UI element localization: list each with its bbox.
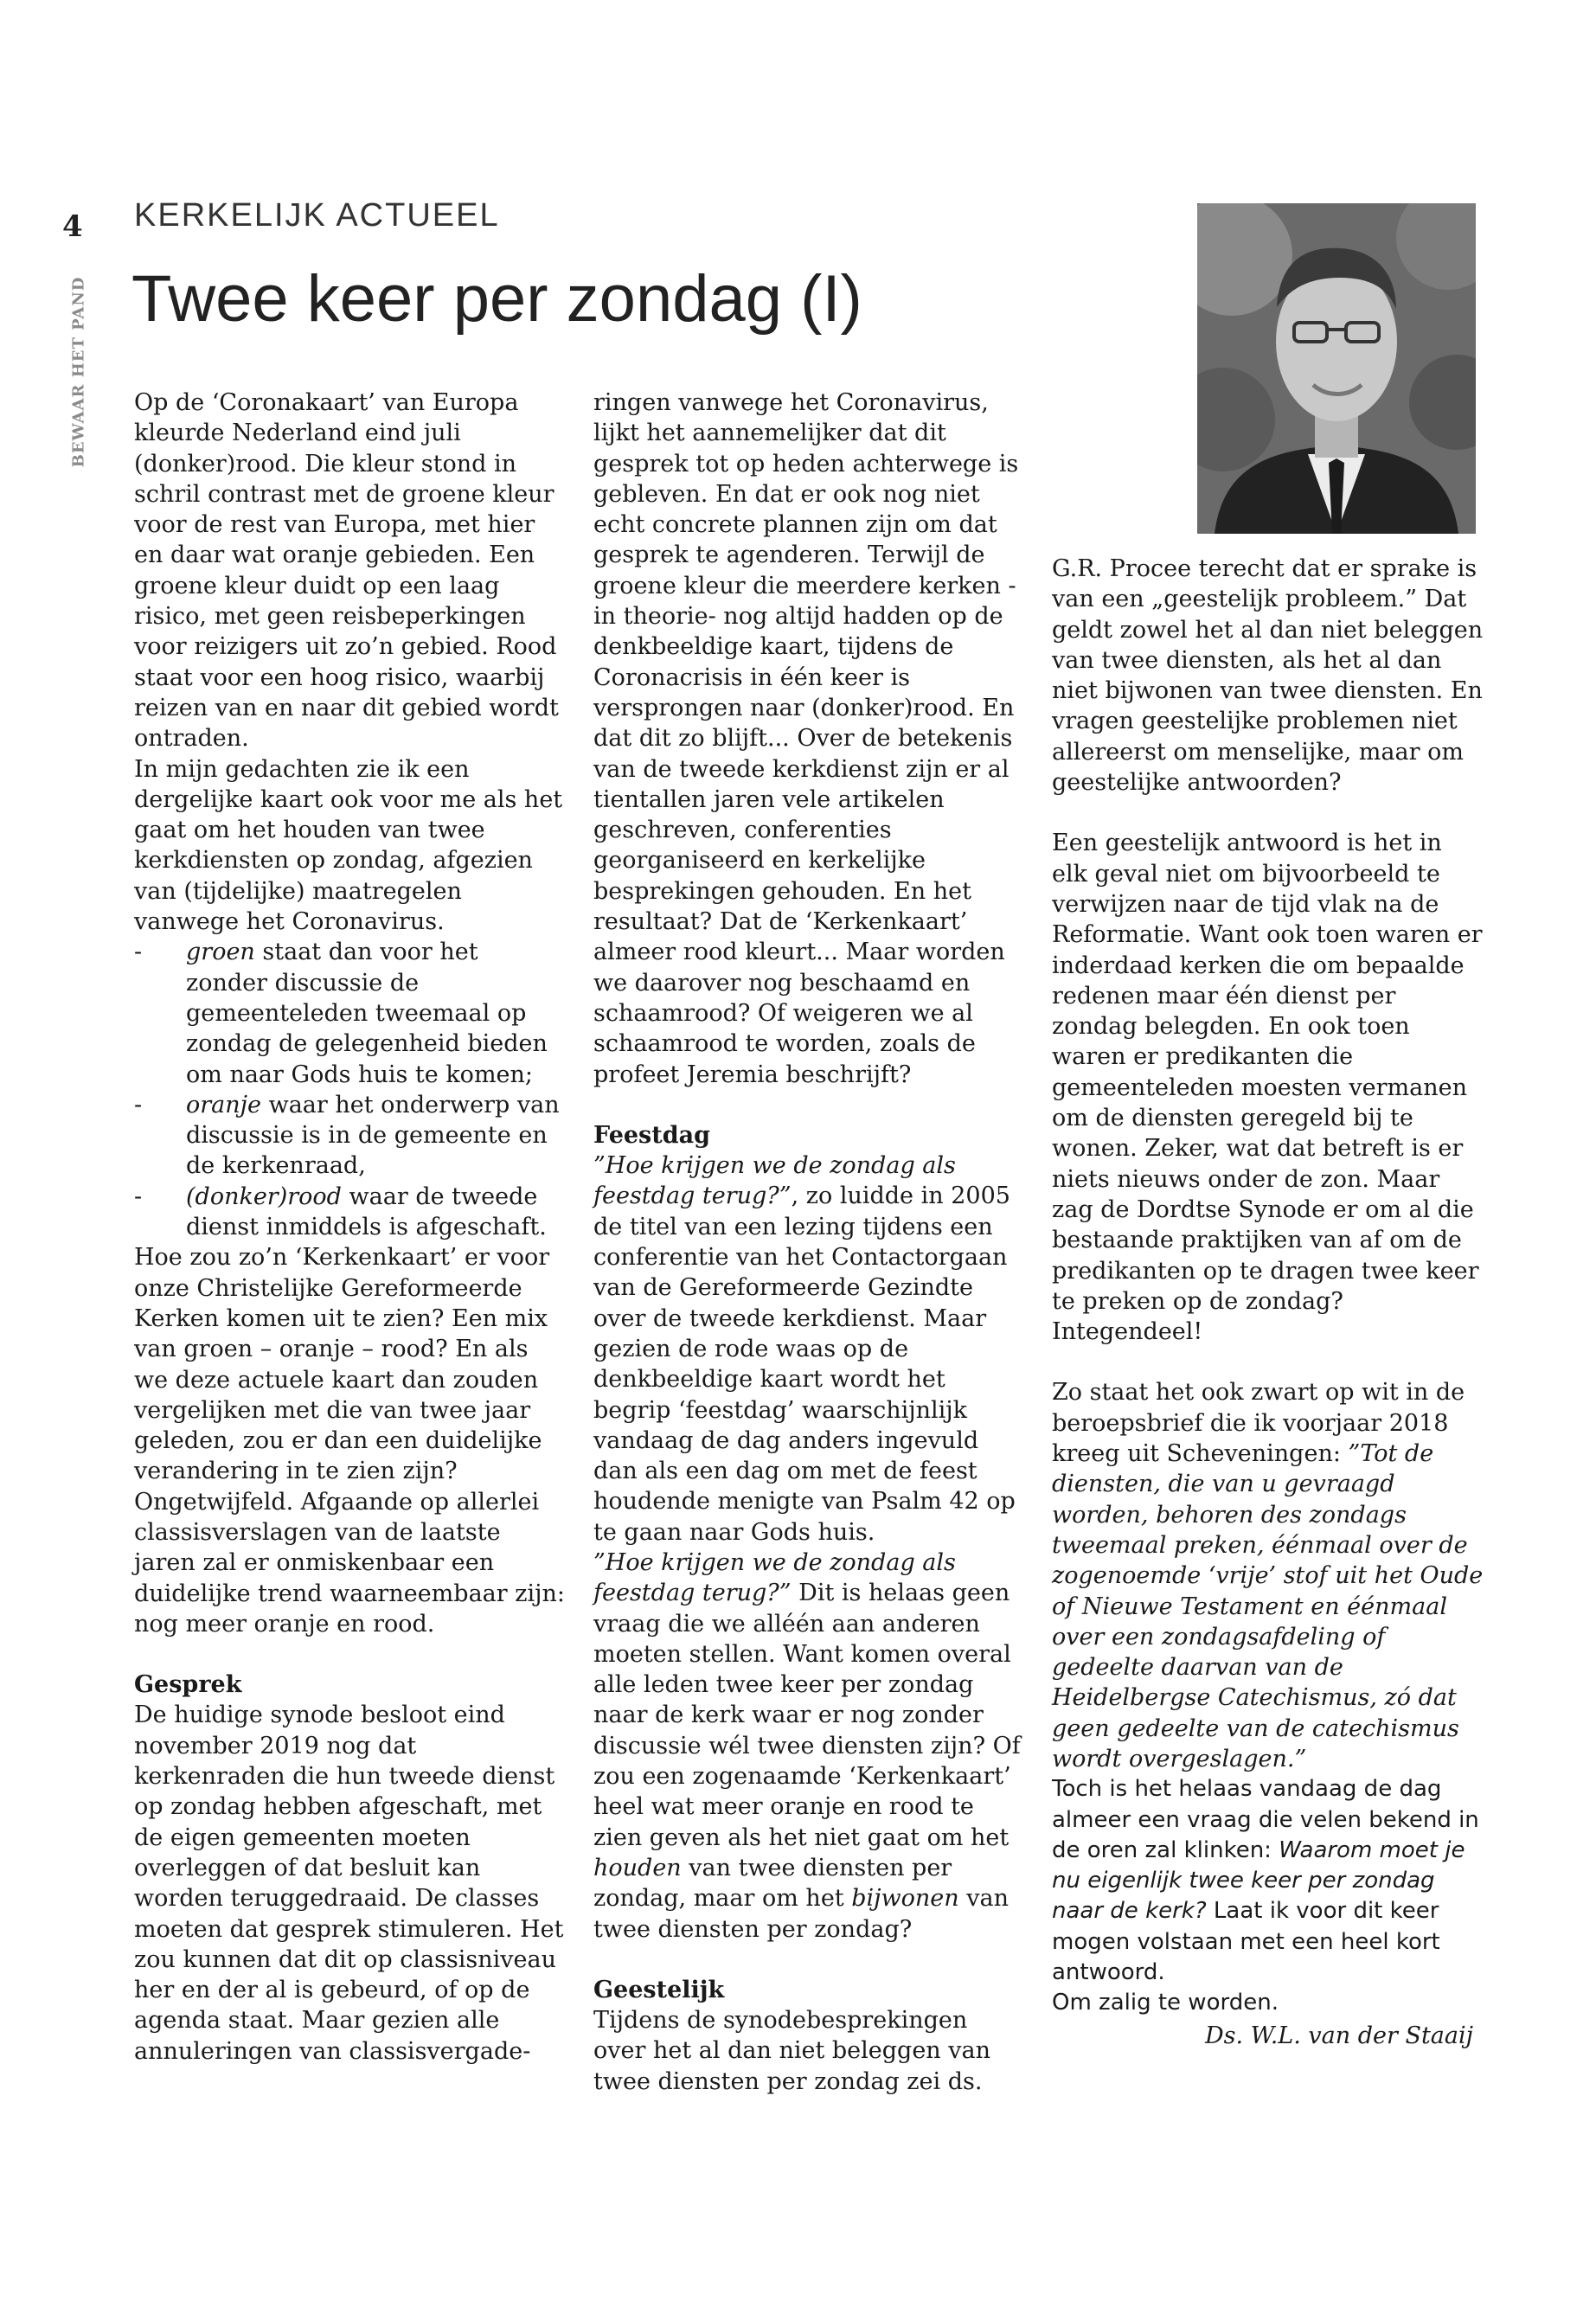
list-text: waar de tweede dienst inmiddels is afgeschaft. (186, 1183, 547, 1241)
col2-paragraph-1: ringen vanwege het Coronavirus, lijkt het aannemelijker dat dit gesprek tot op heden achterwege is gebleven. En dat er ook nog niet echt concrete plannen zijn om dat gesprek te agenderen. Terwijl de groene kleur die meerdere kerken -in theorie- nog altijd hadden op de denkbeeldige kaart, tijdens de Coronacrisis in één keer is versprongen naar (donker)rood. En dat dit zo blijft... Over de betekenis van de tweede kerkdienst zijn er al tientallen jaren vele artikelen geschreven, conferenties georganiseerd en kerkelijke besprekingen gehouden. En het resultaat? Dat de ‘Kerkenkaart’ almeer rood kleurt... Maar worden we daarover nog beschaamd en schaamrood? Of weigeren we al schaamrood te worden, zoals de profeet Jeremia beschrijft? (593, 389, 1019, 1088)
paragraph-text: van twee diensten per zondag, maar om het (593, 1854, 952, 1913)
col2-paragraph-4: Tijdens de synodebesprekingen over het al dan niet beleggen van twee diensten per zondag zei ds. (593, 2007, 991, 2095)
quote: ”Hoe krijgen we de zondag als feestdag terug?” (593, 1152, 956, 1210)
col3-paragraph-3 (1052, 1377, 1484, 1774)
column-1 (134, 388, 567, 2067)
side-label (66, 260, 92, 484)
list-term: oranje (186, 1091, 261, 1118)
portrait-photo (1197, 203, 1476, 534)
emphasis-bijwonen: bijwonen (851, 1885, 959, 1913)
list-item (134, 937, 567, 1089)
paragraph-text: Toch is het helaas vandaag de dag almeer een vraag die velen bekend in de oren zal klinken: (1052, 1776, 1479, 1863)
list-text: staat dan voor het zonder discussie de gemeenteleden tweemaal op zondag de gelegenheid bieden om naar Gods huis te komen; (186, 939, 548, 1088)
quote: ”Hoe krijgen we de zondag als feestdag terug?” (593, 1548, 956, 1607)
col1-paragraph-4: De huidige synode besloot eind november 2019 nog dat kerkenraden die hun tweede dienst op zondag hebben afgeschaft, met de eigen gemeenten moeten overleggen of dat besluit kan worden teruggedraaid. De classes moeten dat gesprek stimuleren. Het zou kunnen dat dit op classisniveau her en der al is gebeurd, of op de agenda staat. Maar gezien alle annuleringen van classisvergade- (134, 1702, 564, 2065)
list-dash: - (134, 1183, 143, 1210)
list-term: groen (186, 939, 255, 966)
col3-paragraph-1: G.R. Procee terecht dat er sprake is van een „geestelijk probleem.” Dat geldt zowel het al dan niet beleggen van twee diensten, als het al dan niet bijwonen van twee diensten. En vragen geestelijke problemen niet allereerst om menselijke, maar om geestelijke antwoorden? (1052, 555, 1484, 797)
col1-paragraph-3: Hoe zou zo’n ‘Kerkenkaart’ er voor onze Christelijke Gereformeerde Kerken komen uit te zien? Een mix van groen – oranje – rood? En als we deze actuele kaart dan zouden vergelijken met die van twee jaar geleden, zou er dan een duidelijke verandering in te zien zijn? Ongetwijfeld. Afgaande op allerlei classisverslagen van de laatste jaren zal er onmiskenbaar een duidelijke trend waarneembaar zijn: nog meer oranje en rood. (134, 1244, 565, 1638)
subheading-feestdag: Feestdag (593, 1121, 710, 1149)
article-title: Twee keer per zondag (I) (131, 262, 862, 336)
color-list (134, 937, 567, 1242)
quote: Waarom moet je nu eigenlijk twee keer per zondag naar de kerk? (1052, 1836, 1465, 1925)
col3-paragraph-2: Een geestelijk antwoord is het in elk geval niet om bijvoorbeeld te verwijzen naar de tijd vlak na de Reformatie. Want ook toen waren er inderdaad kerken die om bepaalde redenen maar één dienst per zondag belegden. En ook toen waren er predikanten die gemeenteleden moesten vermanen om de diensten geregeld bij te wonen. Zeker, wat dat betreft is er niets nieuws onder de zon. Maar zag de Dordtse Synode er om al die bestaande praktijken van af om de predikanten op te dragen twee keer te preken op de zondag? Integendeel! (1052, 830, 1483, 1346)
section-label: KERKELIJK ACTUEEL (134, 197, 500, 234)
paragraph-text: , zo luidde in 2005 de titel van een lezing tijdens een conferentie van het Contactorgaan van de Gereformeerde Gezindte over de tweede kerkdienst. Maar gezien de rode waas op de denkbeeldige kaart wordt het begrip ‘feestdag’ waarschijnlijk vandaag de dag anders ingevuld dan als een dag om met de feest houdende menigte van Psalm 42 op te gaan naar Gods huis. (593, 1183, 1016, 1546)
col2-paragraph-3 (593, 1548, 1026, 1945)
column-2 (593, 388, 1026, 2097)
quote: ”Tot de diensten, die van u gevraagd worden, behoren des zondags tweemaal preken, éénmaal over de zogenoemde ‘vrije’ stof uit het Oude of Nieuwe Testament en éénmaal over een zondagsafdeling of gedeelte daarvan van de Heidelbergse Catechismus, zó dat geen gedeelte van de catechismus wordt overgeslagen.” (1052, 1440, 1484, 1772)
subheading-gesprek: Gesprek (134, 1671, 242, 1699)
page-number: 4 (62, 209, 83, 244)
list-dash: - (134, 939, 143, 966)
author-portrait (1197, 203, 1476, 534)
col3-paragraph-4 (1052, 1774, 1484, 1988)
list-text: waar het onderwerp van discussie is in de gemeente en de kerkenraad, (186, 1091, 560, 1180)
list-item (134, 1090, 567, 1182)
col1-paragraph-2: In mijn gedachten zie ik een dergelijke kaart ook voor me als het gaat om het houden van twee kerkdiensten op zondag, afgezien van (tijdelijke) maatregelen vanwege het Coronavirus. (134, 755, 563, 936)
emphasis-houden: houden (593, 1854, 682, 1881)
paragraph-text: Zo staat het ook zwart op wit in de beroepsbrief die ik voorjaar 2018 kreeg uit Scheveningen: (1052, 1379, 1465, 1468)
paragraph-text: van twee diensten per zondag? (593, 1885, 1009, 1943)
paragraph-text: Laat ik voor dit keer mogen volstaan met een heel kort antwoord. (1052, 1898, 1440, 1986)
list-item (134, 1182, 567, 1243)
subheading-geestelijk: Geestelijk (593, 1976, 725, 2003)
paragraph-text: Dit is helaas geen vraag die we alléén aan anderen moeten stellen. Want komen overal alle leden twee keer per zondag naar de kerk waar er nog zonder discussie wél twee diensten zijn? Of zou een zogenaamde ‘Kerkenkaart’ heel wat meer oranje en rood te zien geven als het niet gaat om het (593, 1580, 1021, 1851)
col2-paragraph-2 (593, 1150, 1026, 1548)
col1-paragraph-1: Op de ‘Coronakaart’ van Europa kleurde Nederland eind juli (donker)rood. Die kleur stond in schril contrast met de groene kleur voor de rest van Europa, met hier en daar wat oranje gebieden. Een groene kleur duidt op een laag risico, met geen reisbeperkingen voor reizigers uit zo’n gebied. Rood staat voor een hoog risico, waarbij reizen van en naar dit gebied wordt ontraden. (134, 389, 559, 753)
column-3 (1052, 554, 1484, 2019)
list-term: (donker)rood (186, 1183, 342, 1210)
author-signature: Ds. W.L. van der Staaij (1205, 2022, 1473, 2049)
list-dash: - (134, 1091, 143, 1118)
col3-paragraph-5: Om zalig te worden. (1052, 1990, 1279, 2016)
side-label-text: BEWAAR HET PAND (69, 276, 88, 468)
